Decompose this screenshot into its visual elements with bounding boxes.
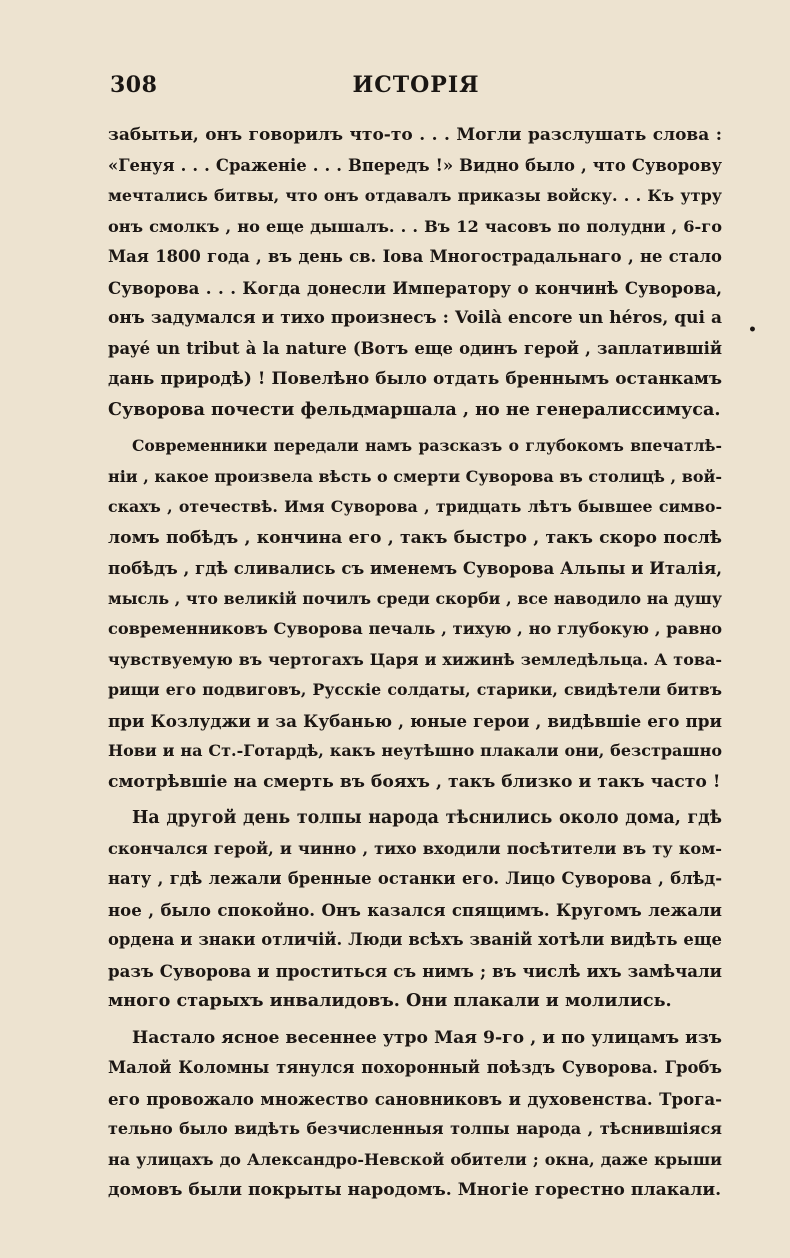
running-title: ИСТОРІЯ [352, 72, 480, 98]
text-line: забытьи, онъ говорилъ что-то . . . Могли разслушать слова : [108, 125, 722, 145]
paragraph [108, 1023, 722, 1206]
text-line: Суворова почести фельдмаршала , но не генералиссимуса. [108, 398, 721, 420]
text-line: смотрѣвшіе на смерть въ бояхъ , такъ близко и такъ часто ! [108, 771, 721, 792]
text-line: Малой Коломны тянулся похоронный поѣздъ Суворова. Гробъ [108, 1058, 722, 1077]
text-line: много старыхъ инвалидовъ. Они плакали и молились. [108, 990, 672, 1011]
text-line: онъ смолкъ , но еще дышалъ. . . Въ 12 часовъ по полудни , 6-го [108, 216, 722, 236]
text-line: побѣдъ , гдѣ сливались съ именемъ Суворова Альпы и Италія, [108, 558, 722, 578]
text-line: его провожало множество сановниковъ и духовенства. Трога- [108, 1088, 722, 1109]
margin-mark: • [748, 322, 757, 338]
text-line: payé un tribut à la nature (Вотъ еще одинъ герой , заплатившій [108, 338, 722, 358]
text-line: скахъ , отечествѣ. Имя Суворова , тридцать лѣтъ бывшее симво- [108, 497, 722, 516]
text-line: чувствуемую въ чертогахъ Царя и хижинѣ земледѣльца. А това- [108, 649, 722, 669]
text-line: рищи его подвиговъ, Русскіе солдаты, старики, свидѣтели битвъ [108, 680, 722, 699]
body-text [108, 120, 722, 1212]
text-line: на улицахъ до Александро-Невской обители ; окна, даже крыши [108, 1149, 722, 1169]
text-line: мысль , что великій почилъ среди скорби , все наводило на душу [108, 588, 722, 608]
text-line: Настало ясное весеннее утро Мая 9-го , и по улицамъ изъ [132, 1027, 722, 1048]
paragraph [108, 803, 722, 1017]
text-line: скончался герой, и чинно , тихо входили посѣтители въ ту ком- [108, 838, 722, 858]
text-line: разъ Суворова и проститься съ нимъ ; въ числѣ ихъ замѣчали [108, 960, 722, 981]
text-line: ломъ побѣдъ , кончина его , такъ быстро , такъ скоро послѣ [108, 527, 722, 548]
paragraph [108, 431, 722, 797]
text-line: мечтались битвы, что онъ отдавалъ приказы войску. . . Къ утру [108, 186, 722, 205]
text-line: Нови и на Ст.-Готардѣ, какъ неутѣшно плакали они, безстрашно [108, 741, 722, 760]
text-line: Суворова . . . Когда донесли Императору о кончинѣ Суворова, [108, 277, 722, 298]
text-line: Современники передали намъ разсказъ о глубокомъ впечатлѣ- [132, 436, 722, 455]
text-line: Мая 1800 года , въ день св. Іова Многострадальнаго , не стало [108, 247, 722, 266]
text-line: ніи , какое произвела вѣсть о смерти Суворова въ столицѣ , вой- [108, 466, 722, 486]
page-header [110, 72, 722, 106]
paragraph [108, 120, 722, 425]
text-line: тельно было видѣть безчисленныя толпы народа , тѣснившіяся [108, 1119, 722, 1138]
text-line: при Козлуджи и за Кубанью , юные герои , видѣвшіе его при [108, 710, 722, 731]
text-line: нату , гдѣ лежали бренные останки его. Лицо Суворова , блѣд- [108, 869, 722, 888]
text-line: домовъ были покрыты народомъ. Многіе горестно плакали. [108, 1180, 722, 1200]
text-line: современниковъ Суворова печаль , тихую , но глубокую , равно [108, 619, 722, 638]
text-line: ордена и знаки отличій. Люди всѣхъ званій хотѣли видѣть еще [108, 930, 722, 949]
text-line: онъ задумался и тихо произнесъ : Voilà encore un héros, qui a [108, 308, 722, 328]
text-line: ное , было спокойно. Онъ казался спящимъ. Кругомъ лежали [108, 899, 722, 920]
page-number: 308 [110, 72, 158, 98]
text-line: «Генуя . . . Сраженіе . . . Впередъ !» Видно было , что Суворову [108, 155, 722, 175]
text-line: дань природѣ) ! Повелѣно было отдать бреннымъ останкамъ [108, 369, 722, 389]
text-line: На другой день толпы народа тѣснились около дома, гдѣ [132, 808, 722, 828]
